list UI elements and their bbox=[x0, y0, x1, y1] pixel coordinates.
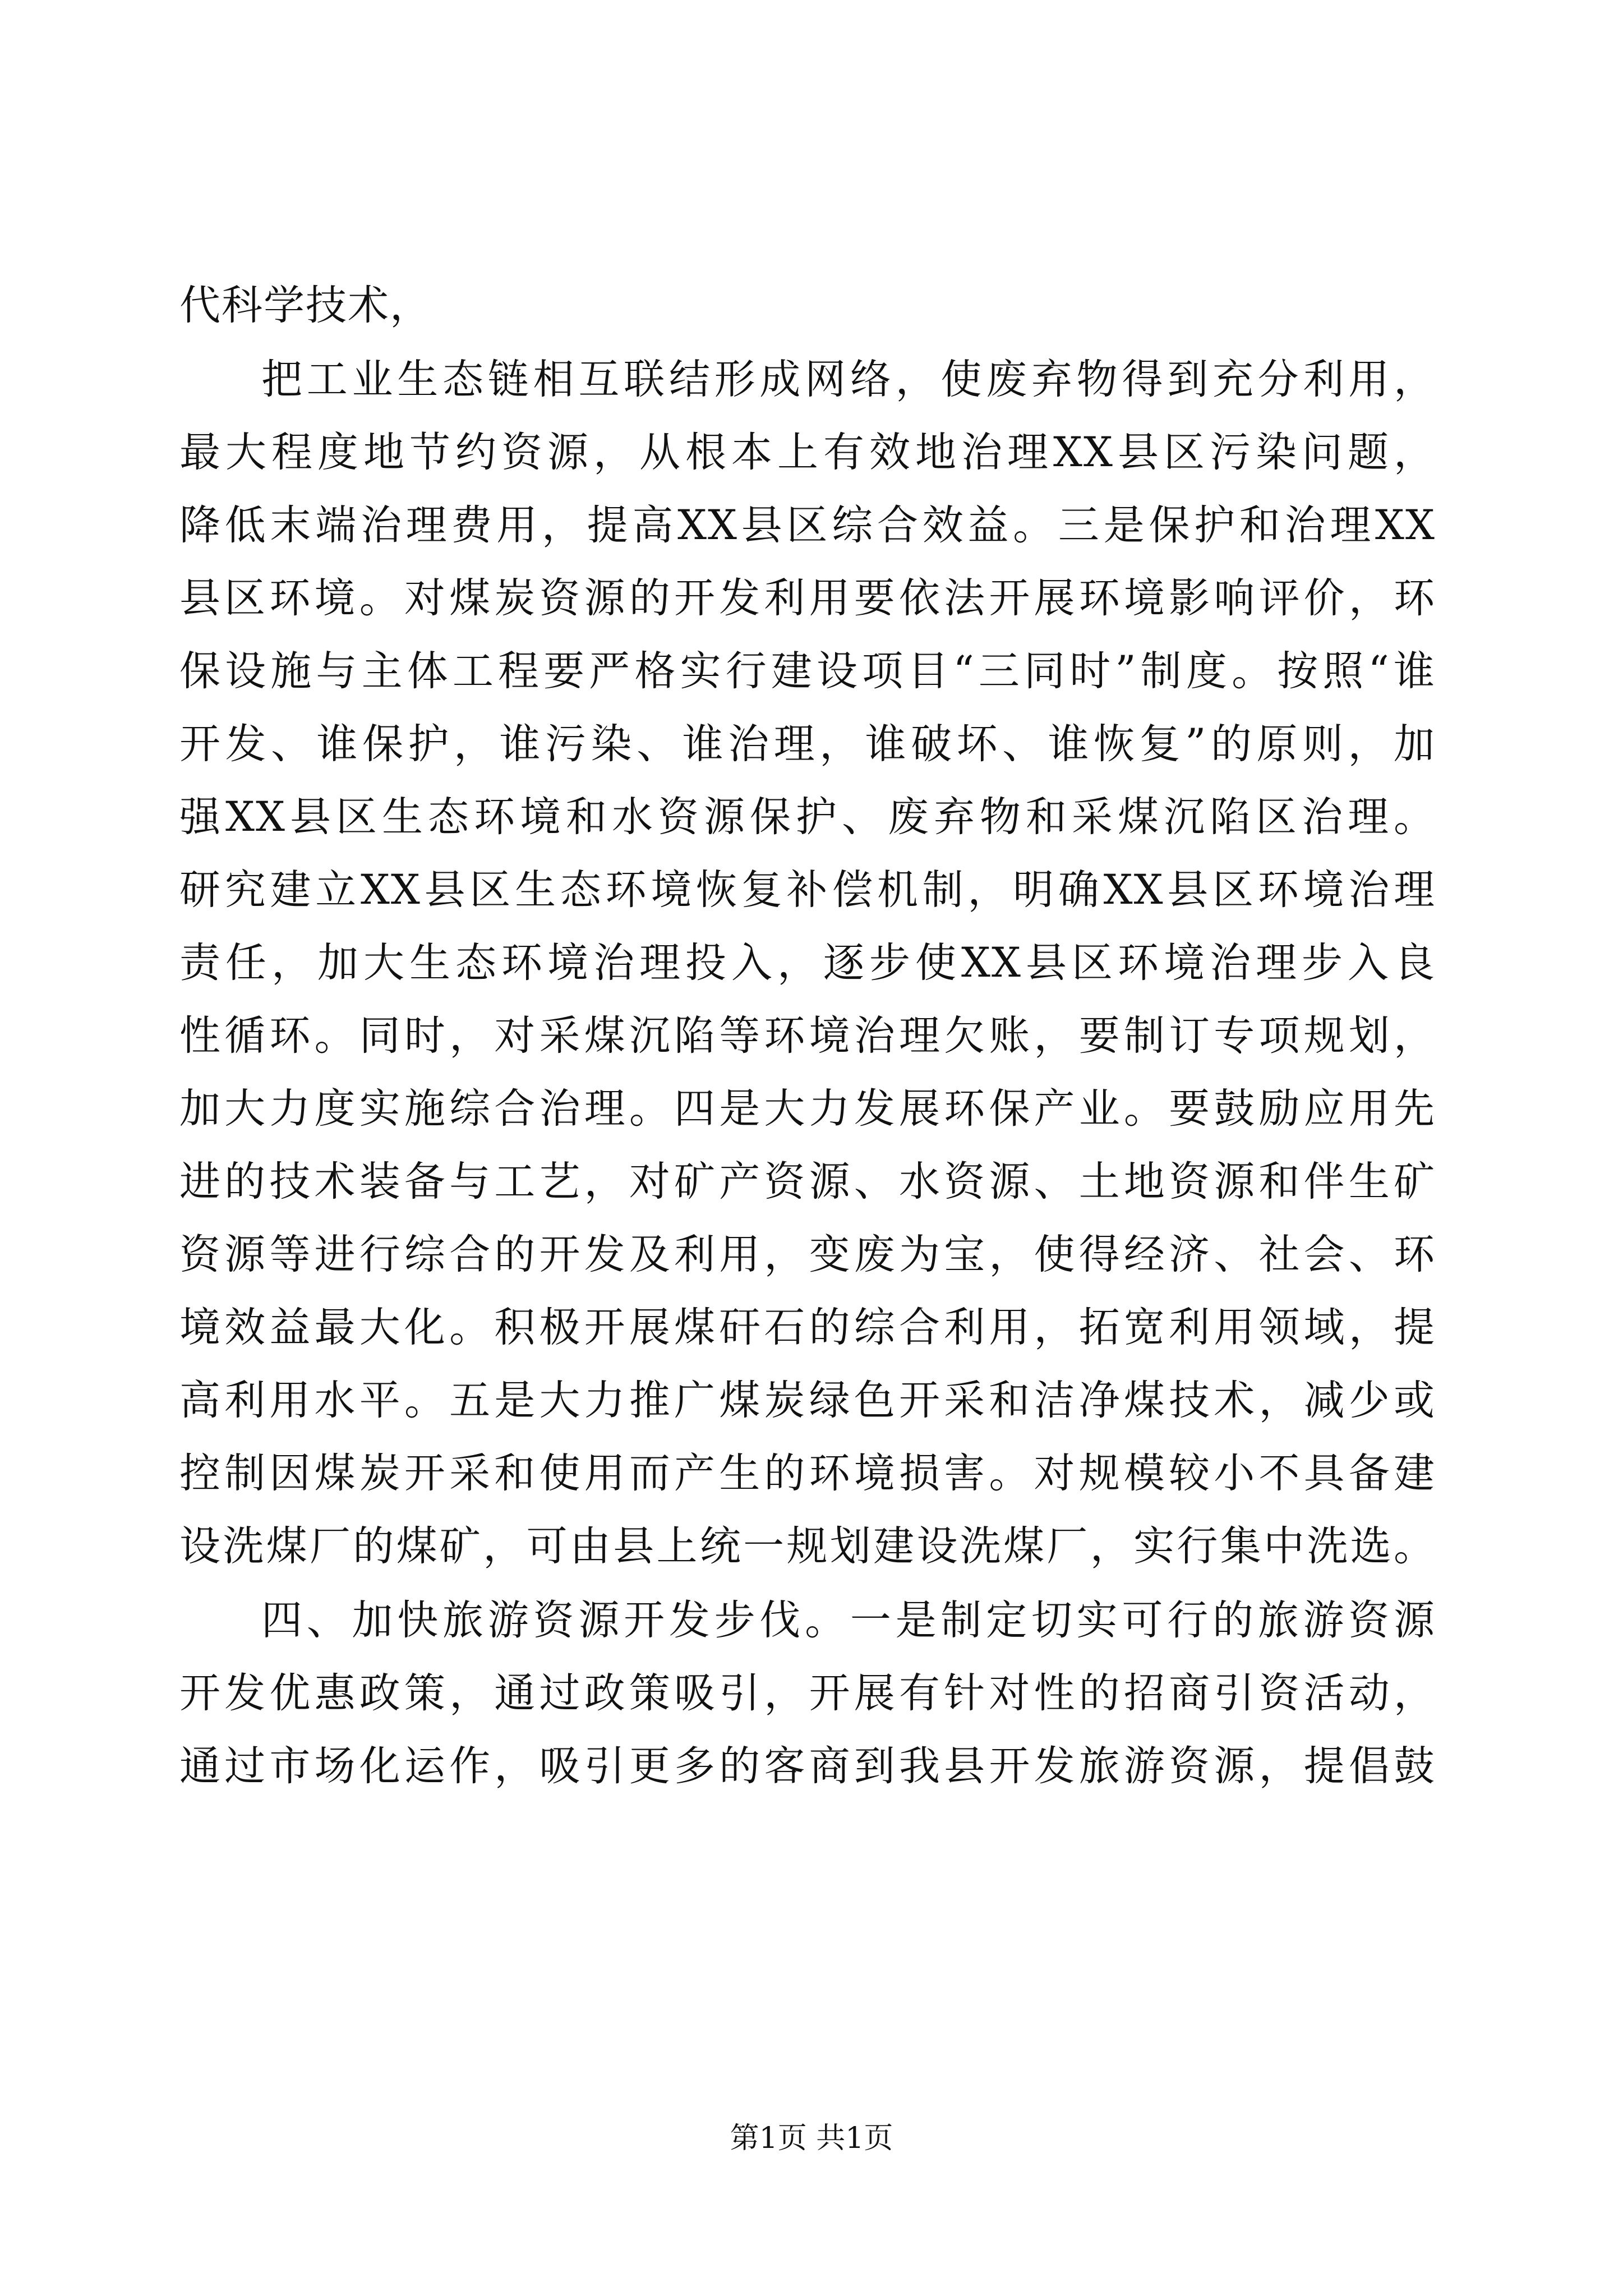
text-line: 四、加快旅游资源开发步伐。一是制定切实可行的旅游资源 bbox=[261, 1596, 1436, 1644]
text-line: 高利用水平。五是大力推广煤炭绿色开采和洁净煤技术，减少或 bbox=[179, 1377, 1436, 1424]
text-line: 责任，加大生态环境治理投入，逐步使XX县区环境治理步入良 bbox=[179, 939, 1436, 987]
text-line: 通过市场化运作，吸引更多的客商到我县开发旅游资源，提倡鼓 bbox=[179, 1742, 1436, 1790]
text-line: 加大力度实施综合治理。四是大力发展环保产业。要鼓励应用先 bbox=[179, 1085, 1436, 1133]
text-line: 保设施与主体工程要严格实行建设项目“三同时”制度。按照“谁 bbox=[179, 647, 1436, 695]
text-line: 开发、谁保护，谁污染、谁治理，谁破坏、谁恢复”的原则，加 bbox=[179, 720, 1436, 768]
text-line: 设洗煤厂的煤矿，可由县上统一规划建设洗煤厂，实行集中洗选。 bbox=[179, 1522, 1436, 1570]
text-line: 降低末端治理费用，提高XX县区综合效益。三是保护和治理XX bbox=[179, 501, 1436, 549]
page-number-label: 第1页 共1页 bbox=[730, 2122, 893, 2155]
text-line: 开发优惠政策，通过政策吸引，开展有针对性的招商引资活动， bbox=[179, 1669, 1436, 1717]
text-line: 控制因煤炭开采和使用而产生的环境损害。对规模较小不具备建 bbox=[179, 1450, 1436, 1497]
text-line: 最大程度地节约资源，从根本上有效地治理XX县区污染问题， bbox=[179, 429, 1436, 476]
text-line: 性循环。同时，对采煤沉陷等环境治理欠账，要制订专项规划， bbox=[179, 1012, 1436, 1060]
text-line: 研究建立XX县区生态环境恢复补偿机制，明确XX县区环境治理 bbox=[179, 866, 1436, 914]
text-line: 代科学技术， bbox=[179, 282, 432, 329]
text-line: 进的技术装备与工艺，对矿产资源、水资源、土地资源和伴生矿 bbox=[179, 1158, 1436, 1205]
text-line: 把工业生态链相互联结形成网络，使废弃物得到充分利用， bbox=[261, 356, 1436, 403]
text-line: 县区环境。对煤炭资源的开发利用要依法开展环境影响评价，环 bbox=[179, 574, 1436, 622]
text-line: 强XX县区生态环境和水资源保护、废弃物和采煤沉陷区治理。 bbox=[179, 793, 1436, 841]
text-line: 境效益最大化。积极开展煤矸石的综合利用，拓宽利用领域，提 bbox=[179, 1304, 1436, 1351]
page-footer bbox=[0, 2116, 1623, 2161]
text-line: 资源等进行综合的开发及利用，变废为宝，使得经济、社会、环 bbox=[179, 1231, 1436, 1278]
